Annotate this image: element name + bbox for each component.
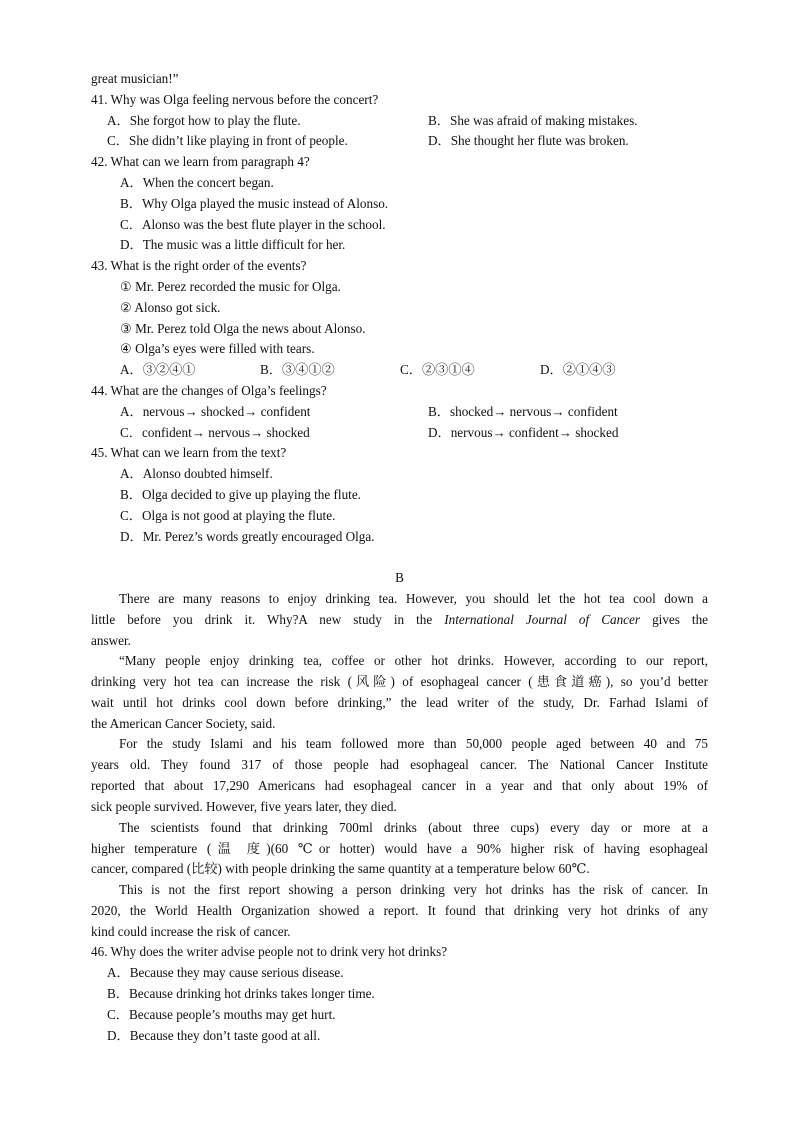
passage-end-line: great musician!”	[91, 71, 179, 86]
passage-line: reported that about 17,290 Americans had esophageal cancer in a year and that only about 19% of	[91, 778, 708, 793]
question-41-option-b[interactable]: B．She was afraid of making mistakes.	[428, 113, 638, 128]
passage-line: There are many reasons to enjoy drinking tea. However, you should let the hot tea cool down a	[119, 591, 708, 606]
passage-line: cancer, compared (比较) with people drinking the same quantity at a temperature below 60℃.	[91, 861, 590, 876]
question-41-option-a[interactable]: A．She forgot how to play the flute.	[107, 113, 301, 128]
question-43-option-d[interactable]: D．②①④③	[540, 362, 616, 377]
question-43-stem: 43. What is the right order of the events?	[91, 258, 307, 273]
question-43-event-2: ② Alonso got sick.	[120, 300, 221, 315]
question-46-option-d[interactable]: D．Because they don’t taste good at all.	[107, 1028, 321, 1043]
question-46-option-b[interactable]: B．Because drinking hot drinks takes longer time.	[107, 986, 375, 1001]
question-44-option-c[interactable]: C．confident→ nervous→ shocked	[120, 425, 310, 440]
passage-line: sick people survived. However, five years later, they died.	[91, 799, 397, 814]
question-46-option-a[interactable]: A．Because they may cause serious disease.	[107, 965, 344, 980]
journal-title: International Journal of Cancer	[444, 612, 641, 627]
question-44-option-d[interactable]: D．nervous→ confident→ shocked	[428, 425, 619, 440]
passage-line: wait until hot drinks cool down before drinking,” the lead writer of the study, Dr. Farhad Islami of	[91, 695, 708, 710]
question-46-stem: 46. Why does the writer advise people not to drink very hot drinks?	[91, 944, 448, 959]
question-41-option-d[interactable]: D．She thought her flute was broken.	[428, 133, 629, 148]
question-45-stem: 45. What can we learn from the text?	[91, 445, 287, 460]
question-43-event-3: ③ Mr. Perez told Olga the news about Alonso.	[120, 321, 366, 336]
question-43-event-1: ① Mr. Perez recorded the music for Olga.	[120, 279, 341, 294]
passage-line: years old. They found 317 of those people had esophageal cancer. The National Cancer Institute	[91, 757, 708, 772]
question-43-option-b[interactable]: B．③④①②	[260, 362, 335, 377]
question-42-option-a[interactable]: A．When the concert began.	[120, 175, 274, 190]
passage-line: answer.	[91, 633, 131, 648]
question-45-option-b[interactable]: B．Olga decided to give up playing the flute.	[120, 487, 361, 502]
passage-line: the American Cancer Society, said.	[91, 716, 276, 731]
question-42-option-b[interactable]: B．Why Olga played the music instead of Alonso.	[120, 196, 389, 211]
passage-line-with-journal	[91, 612, 708, 628]
question-44-option-b[interactable]: B．shocked→ nervous→ confident	[428, 404, 618, 419]
passage-line: For the study Islami and his team followed more than 50,000 people aged between 40 and 75	[119, 736, 708, 751]
passage-text: little before you drink it. Why?A new study in the	[91, 612, 433, 627]
passage-line: This is not the first report showing a person drinking very hot drinks has the risk of cancer. In	[119, 882, 708, 897]
question-43-option-a[interactable]: A．③②④①	[120, 362, 196, 377]
passage-line: The scientists found that drinking 700ml drinks (about three cups) every day or more at a	[119, 820, 708, 835]
question-46-option-c[interactable]: C．Because people’s mouths may get hurt.	[107, 1007, 336, 1022]
question-42-option-d[interactable]: D．The music was a little difficult for her.	[120, 237, 346, 252]
question-45-option-d[interactable]: D．Mr. Perez’s words greatly encouraged Olga.	[120, 529, 375, 544]
section-b-heading: B	[395, 570, 404, 585]
passage-line: higher temperature (温 度)(60 ℃or hotter) would have a 90% higher risk of having esophageal	[91, 841, 708, 856]
question-45-option-a[interactable]: A．Alonso doubted himself.	[120, 466, 273, 481]
passage-line: 2020, the World Health Organization showed a report. It found that drinking very hot drinks of any	[91, 903, 708, 918]
question-45-option-c[interactable]: C．Olga is not good at playing the flute.	[120, 508, 336, 523]
passage-line: drinking very hot tea can increase the risk (风险) of esophageal cancer (患食道癌), so you’d better	[91, 674, 708, 689]
question-43-option-c[interactable]: C．②③①④	[400, 362, 475, 377]
passage-text: gives the	[652, 612, 709, 627]
question-41-option-c[interactable]: C．She didn’t like playing in front of people.	[107, 133, 348, 148]
question-42-option-c[interactable]: C．Alonso was the best flute player in the school.	[120, 217, 386, 232]
question-44-option-a[interactable]: A．nervous→ shocked→ confident	[120, 404, 311, 419]
question-43-event-4: ④ Olga’s eyes were filled with tears.	[120, 341, 315, 356]
passage-line: kind could increase the risk of cancer.	[91, 924, 291, 939]
question-41-stem: 41. Why was Olga feeling nervous before the concert?	[91, 92, 379, 107]
question-42-stem: 42. What can we learn from paragraph 4?	[91, 154, 310, 169]
question-44-stem: 44. What are the changes of Olga’s feelings?	[91, 383, 327, 398]
passage-line: “Many people enjoy drinking tea, coffee or other hot drinks. However, according to our report,	[119, 653, 708, 668]
